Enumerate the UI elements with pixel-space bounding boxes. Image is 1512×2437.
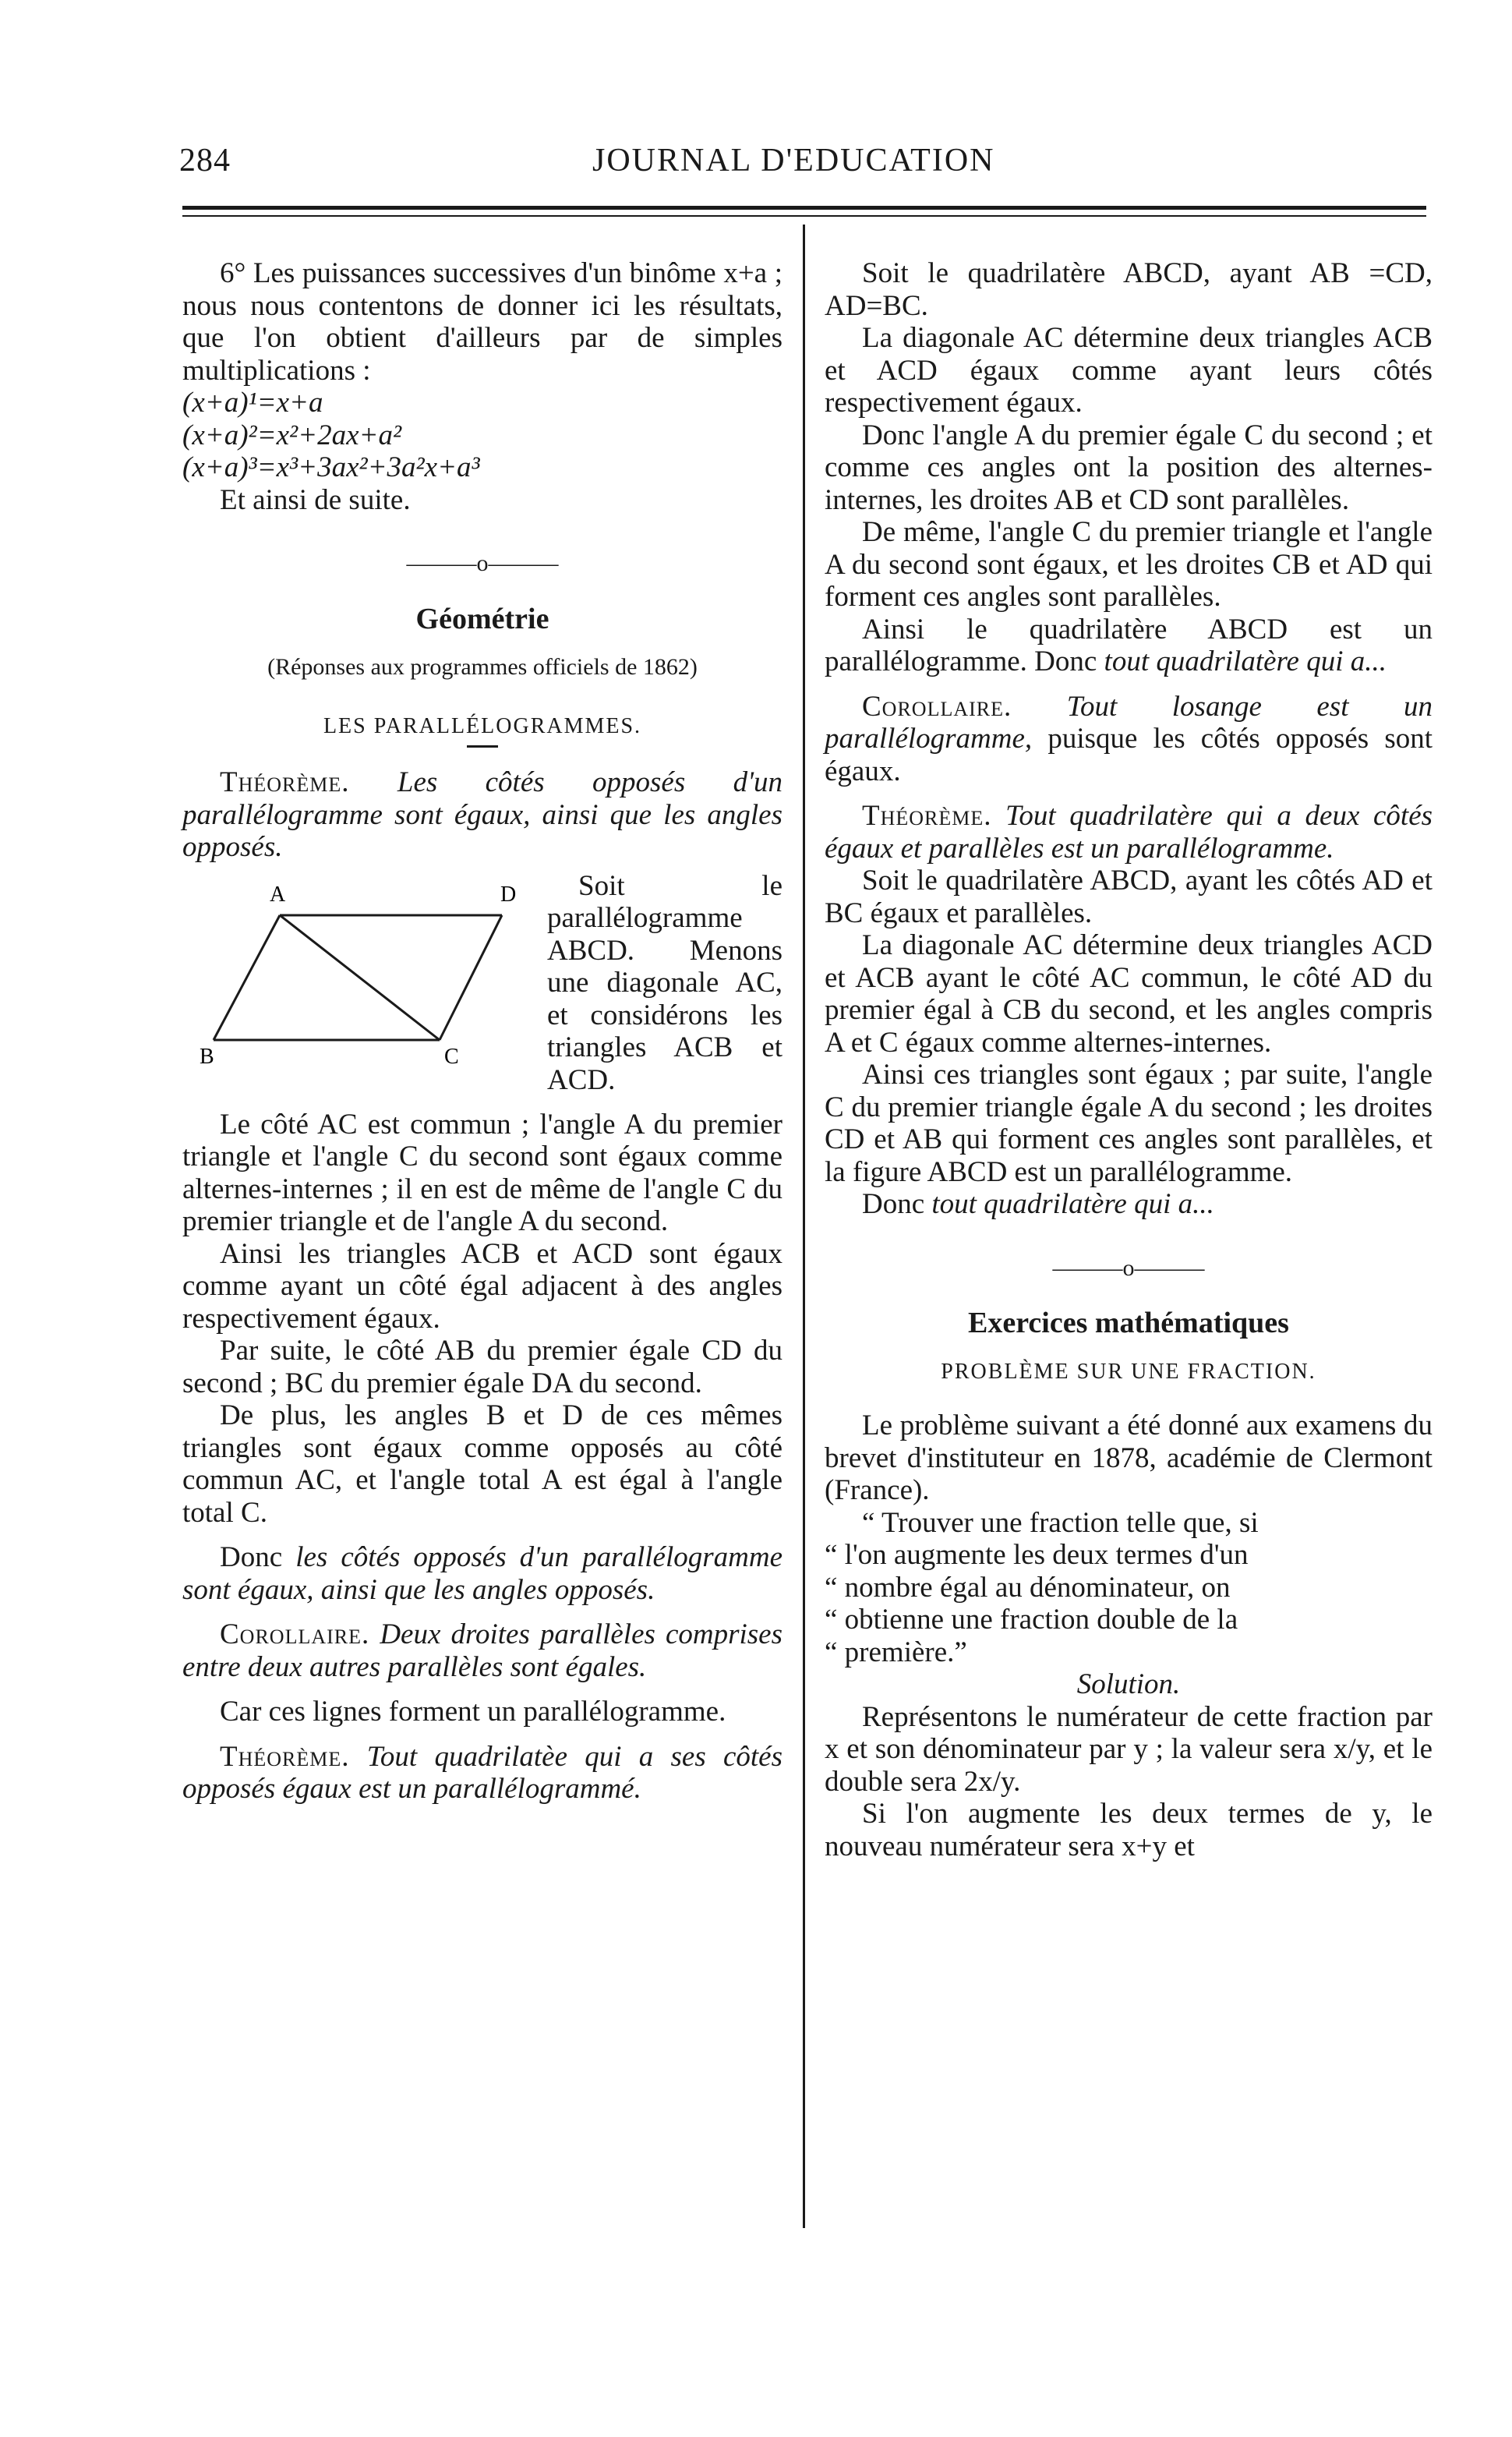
subheading-problem: PROBLÈME SUR UNE FRACTION. (941, 1359, 1316, 1384)
paragraph-soit-parallelogramme: Soit le parallélogramme ABCD. Menons une diagonale AC, et considérons les triangles ACB et ACD. (547, 869, 782, 1096)
paragraph-soit-quadrilatere: Soit le quadrilatère ABCD, ayant AB =CD, AD=BC. (825, 257, 1433, 322)
vertex-label-a: A (270, 882, 286, 907)
vertex-label-c: C (444, 1044, 459, 1069)
theorem-3 (825, 800, 1433, 865)
section-title-exercises: Exercices mathématiques (968, 1307, 1289, 1339)
quote-line-5: “ première.” (825, 1636, 967, 1668)
section-separator-right: ———o——— (1052, 1254, 1205, 1281)
paragraph-representons: Représentons le numérateur de cette fraction par x et son dénominateur par y ; la valeur sera x/y, et le double sera 2x/y. (825, 1700, 1433, 1798)
header-rule-thin (182, 215, 1426, 217)
paragraph-de-meme: De même, l'angle C du premier triangle et l'angle A du second sont égaux, et les droites CB et AD qui forment ces angles sont parallèles. (825, 516, 1433, 613)
donc-tout-italic: tout quadrilatère qui a... (931, 1188, 1214, 1220)
left-column (182, 257, 782, 1806)
section-title-geometry: Géométrie (415, 602, 549, 635)
theorem-2-label: Théorème. (220, 1740, 350, 1773)
short-rule (467, 745, 498, 748)
solution-heading: Solution. (1076, 1668, 1181, 1700)
right-column (825, 257, 1433, 1862)
side-dc (440, 915, 502, 1040)
section-separator: ———o——— (406, 550, 559, 576)
parallelogram-figure (182, 870, 525, 1104)
header-rule (182, 206, 1426, 210)
corollary-2-label: Corollaire. (862, 690, 1012, 723)
formula-power-3: (x+a)³=x³+3ax²+3a²x+a³ (182, 451, 480, 483)
column-divider (803, 225, 805, 2228)
theorem-1-text: Les côtés opposés d'un parallélogramme sont égaux, ainsi que les angles opposés. (182, 766, 782, 863)
subheading-parallelograms: LES PARALLÉLOGRAMMES. (323, 713, 642, 738)
paragraph-probleme-examen: Le problème suivant a été donné aux examens du brevet d'instituteur en 1878, académie de Clermont (France). (825, 1409, 1433, 1506)
theorem-1-label: Théorème. (220, 766, 350, 798)
paragraph-cote-commun: Le côté AC est commun ; l'angle A du premier triangle et l'angle C du second sont égaux comme alternes-internes ; il en est de même de l'angle C du premier triangle et de l'angle A du second. (182, 1108, 782, 1237)
paragraph-diagonale: La diagonale AC détermine deux triangles ACB et ACD égaux comme ayant leurs côtés respectivement égaux. (825, 322, 1433, 419)
paragraph-de-plus: De plus, les angles B et D de ces mêmes triangles sont égaux comme opposés au côté commun AC, et l'angle total A est égal à l'angle total C. (182, 1399, 782, 1529)
corollary-1 (182, 1618, 782, 1683)
donc-conclusion-text: les côtés opposés d'un parallélogramme sont égaux, ainsi que les angles opposés. (182, 1541, 782, 1606)
paragraph-ainsi-quadrilatere (825, 614, 1433, 678)
paragraph-car-ces-lignes: Car ces lignes forment un parallélogramme. (220, 1696, 726, 1728)
paragraph-donc-tout (825, 1188, 1433, 1221)
corollary-1-text: Deux droites parallèles comprises entre deux autres parallèles sont égales. (182, 1618, 782, 1683)
figure-caption-text (547, 870, 782, 1097)
theorem-3-text: Tout quadrilatère qui a deux côtés égaux et parallèles est un parallélogramme. (825, 800, 1433, 865)
paragraph-soit-quadrilatere-2: Soit le quadrilatère ABCD, ayant les côtés AD et BC égaux et parallèles. (825, 865, 1433, 929)
quote-line-4: “ obtienne une fraction double de la (825, 1604, 1238, 1636)
theorem-2 (182, 1741, 782, 1806)
donc-lead: Donc (220, 1541, 283, 1573)
figure-block (182, 870, 782, 1104)
paragraph-and-so-on: Et ainsi de suite. (220, 483, 411, 516)
corollary-1-label: Corollaire. (220, 1618, 370, 1650)
formula-power-2: (x+a)²=x²+2ax+a² (182, 419, 402, 451)
theorem-3-label: Théorème. (862, 800, 992, 832)
paragraph-diagonale-2: La diagonale AC détermine deux triangles ACD et ACB ayant le côté AC commun, le côté AD du premier égal à CB du second, et les angles compris A et C égaux comme alternes-internes. (825, 929, 1433, 1059)
vertex-label-d: D (500, 882, 517, 907)
quote-line-3: “ nombre égal au dénominateur, on (825, 1571, 1231, 1604)
ainsi-italic: tout quadrilatère qui a... (1104, 646, 1387, 677)
paragraph-binomial: 6° Les puissances successives d'un binôme x+a ; nous nous contentons de donner ici les résultats, que l'on obtient d'ailleurs par de simples multiplications : (182, 257, 782, 387)
paragraph-triangles-egaux: Ainsi les triangles ACB et ACD sont égaux comme ayant un côté égal adjacent à des angles respectivement égaux. (182, 1237, 782, 1335)
donc-tout-lead: Donc (862, 1188, 925, 1220)
diagonal-ac (280, 915, 440, 1040)
quote-line-1: “ Trouver une fraction telle que, si (862, 1506, 1259, 1539)
paragraph-ainsi-triangles: Ainsi ces triangles sont égaux ; par suite, l'angle C du premier triangle égale A du second ; les droites CD et AB qui forment ces angles sont parallèles, et la figure ABCD est un parallélogramme. (825, 1059, 1433, 1188)
vertex-label-b: B (200, 1044, 214, 1069)
journal-title: JOURNAL D'EDUCATION (592, 143, 995, 179)
quote-line-2: “ l'on augmente les deux termes d'un (825, 1539, 1249, 1571)
paragraph-donc-angle: Donc l'angle A du premier égale C du second ; et comme ces angles ont la position des alternes-internes, les droites AB et CD sont parallèles. (825, 419, 1433, 516)
side-ab (214, 915, 280, 1040)
paragraph-par-suite: Par suite, le côté AB du premier égale CD du second ; BC du premier égale DA du second. (182, 1335, 782, 1399)
paragraph-donc-conclusion (182, 1541, 782, 1606)
theorem-1 (182, 766, 782, 864)
corollary-2 (825, 691, 1433, 788)
corollary-2-italic: Tout losange est un parallélogramme, (825, 690, 1433, 755)
theorem-2-text: Tout quadrilatèe qui a ses côtés opposés égaux est un parallélogrammé. (182, 1740, 782, 1805)
page-header (179, 142, 1426, 189)
section-subtitle: (Réponses aux programmes officiels de 1862) (267, 654, 698, 680)
ainsi-lead: Ainsi le quadrilatère ABCD est un parallélogramme. Donc (825, 613, 1433, 677)
formula-power-1: (x+a)¹=x+a (182, 387, 323, 419)
page-number: 284 (179, 143, 231, 179)
paragraph-si-on-augmente: Si l'on augmente les deux termes de y, le nouveau numérateur sera x+y et (825, 1798, 1433, 1862)
corollary-2-rest: puisque les côtés opposés sont égaux. (825, 723, 1433, 787)
